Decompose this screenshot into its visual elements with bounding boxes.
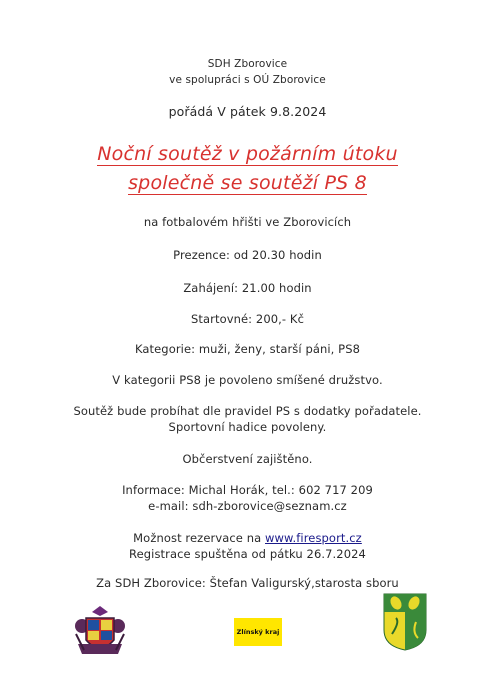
registration-open-text: Registrace spuštěna od pátku 26.7.2024 [129, 547, 366, 561]
mixed-team-text: V kategorii PS8 je povoleno smíšené družstvo. [112, 373, 383, 387]
contact-email: e-mail: sdh-zborovice@seznam.cz [148, 499, 347, 513]
title-text-2: společně se soutěží PS 8 [128, 172, 367, 194]
rules-text-1: Soutěž bude probíhat dle pravidel PS s dodatky pořadatele. [73, 404, 422, 418]
rules-text-2: Sportovní hadice povoleny. [168, 420, 327, 434]
header-partner: ve spolupráci s OÚ Zborovice [169, 74, 326, 86]
municipal-shield-icon [382, 592, 428, 652]
zlinsky-kraj-logo [234, 618, 282, 646]
booking-line [0, 531, 495, 545]
contact-info: Informace: Michal Horák, tel.: 602 717 209 [122, 483, 373, 497]
title-text-1: Noční soutěž v požárním útoku [97, 143, 398, 165]
start-time: Zahájení: 21.00 hodin [183, 281, 312, 295]
event-date: pořádá V pátek 9.8.2024 [168, 104, 327, 119]
kraj-logo-text: Zlínský kraj [236, 628, 280, 636]
firesport-link[interactable]: www.firesport.cz [265, 531, 362, 545]
registration-time: Prezence: od 20.30 hodin [173, 248, 322, 262]
refreshments-text: Občerstvení zajištěno. [182, 452, 313, 466]
header-org: SDH Zborovice [207, 58, 288, 70]
title-line-1 [0, 143, 495, 165]
booking-prefix: Možnost rezervace na [133, 531, 266, 545]
title-line-2 [0, 172, 495, 194]
location-text: na fotbalovém hřišti ve Zborovicích [143, 215, 352, 229]
entry-fee: Startovné: 200,- Kč [190, 312, 304, 326]
coat-of-arms-icon [72, 604, 128, 660]
categories-text: Kategorie: muži, ženy, starší páni, PS8 [134, 342, 361, 356]
signature-text: Za SDH Zborovice: Štefan Valigurský,starosta sboru [96, 576, 399, 590]
